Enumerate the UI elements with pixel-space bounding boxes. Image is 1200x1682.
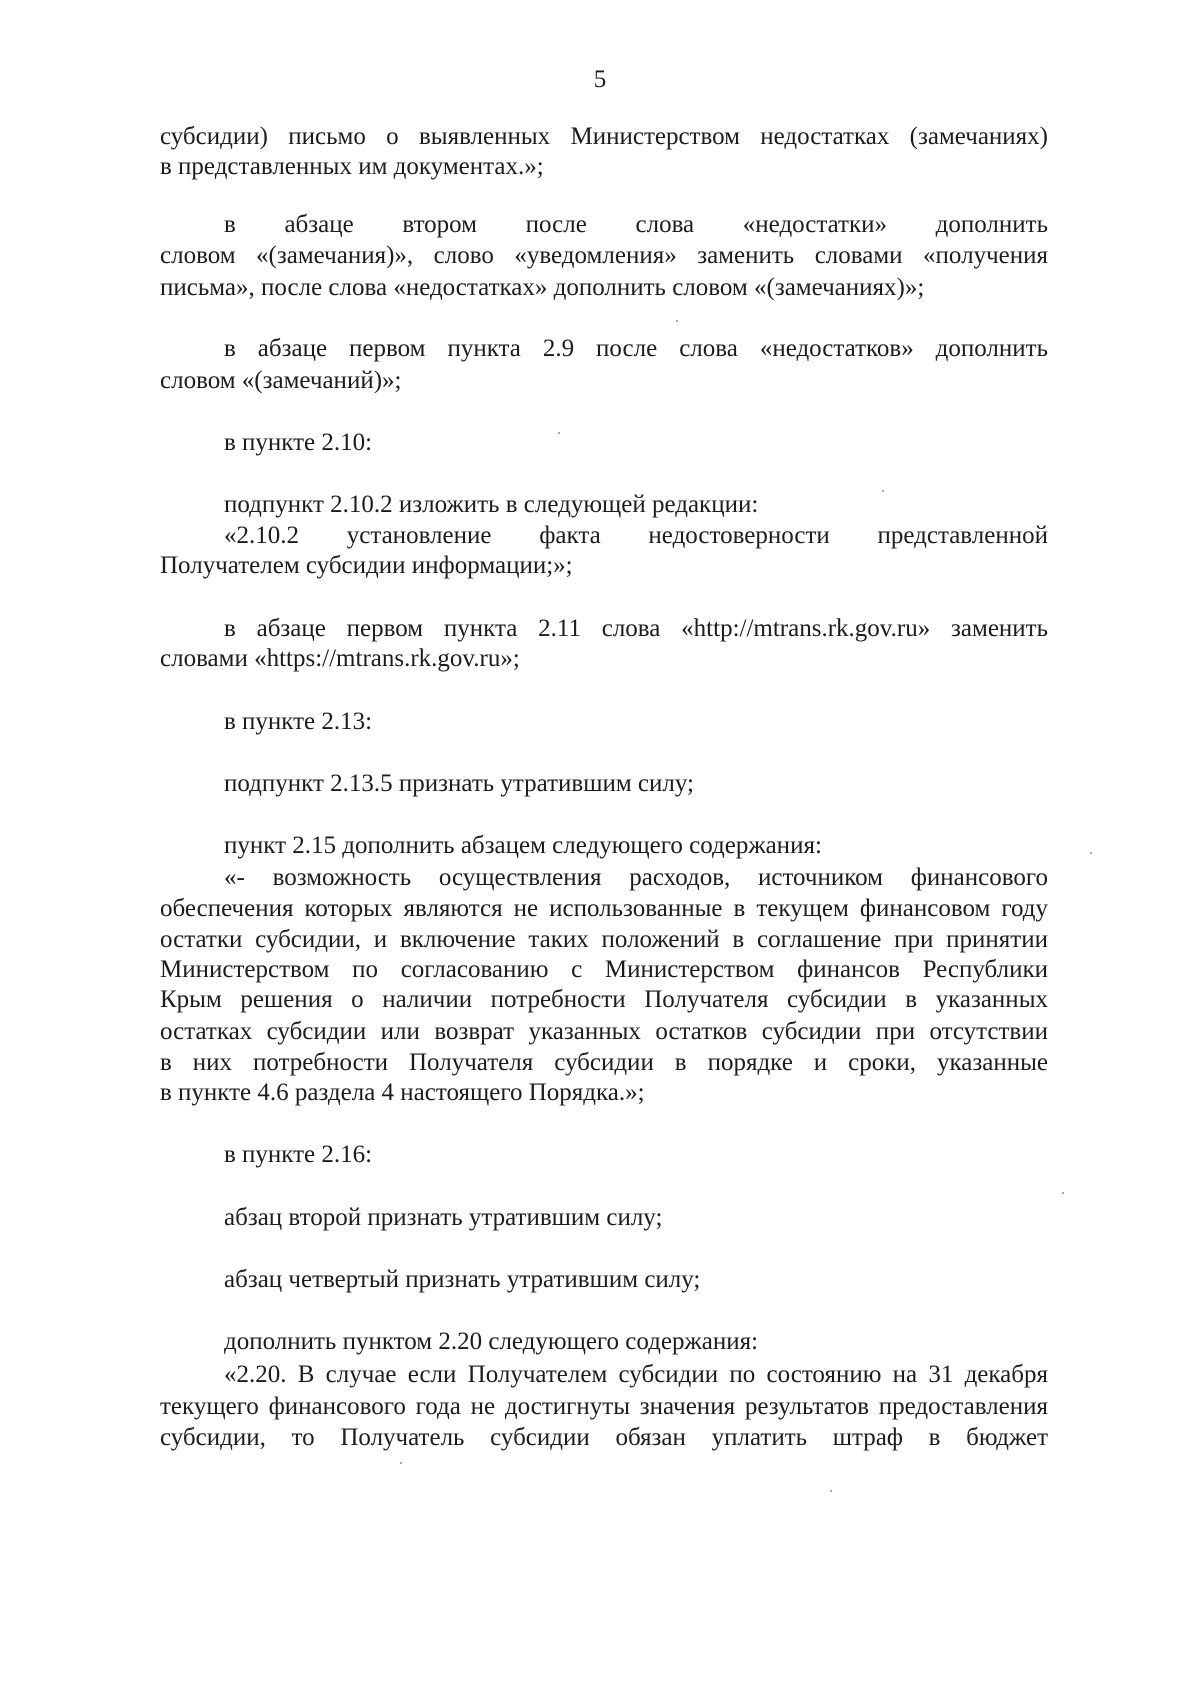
- text-line: в них потребности Получателя субсидии в порядке и сроки, указанные: [160, 1049, 1048, 1076]
- text-line: в пункте 2.13:: [224, 708, 373, 735]
- text-line: «2.20. В случае если Получателем субсидии по состоянию на 31 декабря: [224, 1361, 1048, 1388]
- scan-speck: [830, 1490, 832, 1492]
- text-line: словом «(замечаний)»;: [160, 367, 402, 394]
- text-line: в представленных им документах.»;: [160, 153, 544, 180]
- text-line: в абзаце первом пункта 2.11 слова «http://mtrans.rk.gov.ru» заменить: [224, 615, 1048, 642]
- scan-speck: [400, 1462, 402, 1464]
- scan-speck: [1090, 852, 1092, 854]
- text-line: остатки субсидии, и включение таких положений в соглашение при принятии: [160, 926, 1048, 953]
- text-line: субсидии) письмо о выявленных Министерством недостатках (замечаниях): [160, 123, 1048, 150]
- text-line: «- возможность осуществления расходов, источником финансового: [224, 864, 1048, 891]
- text-line: абзац четвертый признать утратившим силу;: [224, 1266, 701, 1293]
- text-line: субсидии, то Получатель субсидии обязан уплатить штраф в бюджет: [160, 1424, 1048, 1451]
- text-line: «2.10.2 установление факта недостоверности представленной: [224, 522, 1048, 549]
- text-line: в пункте 2.16:: [224, 1141, 373, 1168]
- text-line: в пункте 2.10:: [224, 429, 373, 456]
- text-line: словами «https://mtrans.rk.gov.ru»;: [160, 645, 520, 672]
- scan-speck: [1062, 1192, 1064, 1194]
- text-line: письма», после слова «недостатках» дополнить словом «(замечаниях)»;: [160, 274, 925, 301]
- text-line: Крым решения о наличии потребности Получателя субсидии в указанных: [160, 986, 1048, 1013]
- text-line: обеспечения которых являются не использованные в текущем финансовом году: [160, 895, 1048, 922]
- text-line: словом «(замечания)», слово «уведомления» заменить словами «получения: [160, 242, 1048, 269]
- page-number: 5: [593, 66, 607, 93]
- text-line: подпункт 2.13.5 признать утратившим силу;: [224, 770, 694, 797]
- text-line: в пункте 4.6 раздела 4 настоящего Порядка.»;: [160, 1079, 645, 1106]
- text-line: текущего финансового года не достигнуты значения результатов предоставления: [160, 1393, 1048, 1420]
- text-line: остатках субсидии или возврат указанных остатков субсидии при отсутствии: [160, 1018, 1048, 1045]
- text-line: подпункт 2.10.2 изложить в следующей редакции:: [224, 491, 759, 518]
- text-line: дополнить пунктом 2.20 следующего содержания:: [224, 1328, 759, 1355]
- scan-speck: [882, 490, 884, 492]
- text-line: Министерством по согласованию с Министерством финансов Республики: [160, 956, 1048, 983]
- text-line: абзац второй признать утратившим силу;: [224, 1204, 663, 1231]
- scan-speck: [558, 432, 560, 434]
- text-line: в абзаце первом пункта 2.9 после слова «недостатков» дополнить: [224, 335, 1048, 362]
- scan-speck: [676, 320, 678, 322]
- text-line: в абзаце втором после слова «недостатки» дополнить: [224, 211, 1048, 238]
- text-line: Получателем субсидии информации;»;: [160, 552, 573, 579]
- text-line: пункт 2.15 дополнить абзацем следующего содержания:: [224, 832, 822, 859]
